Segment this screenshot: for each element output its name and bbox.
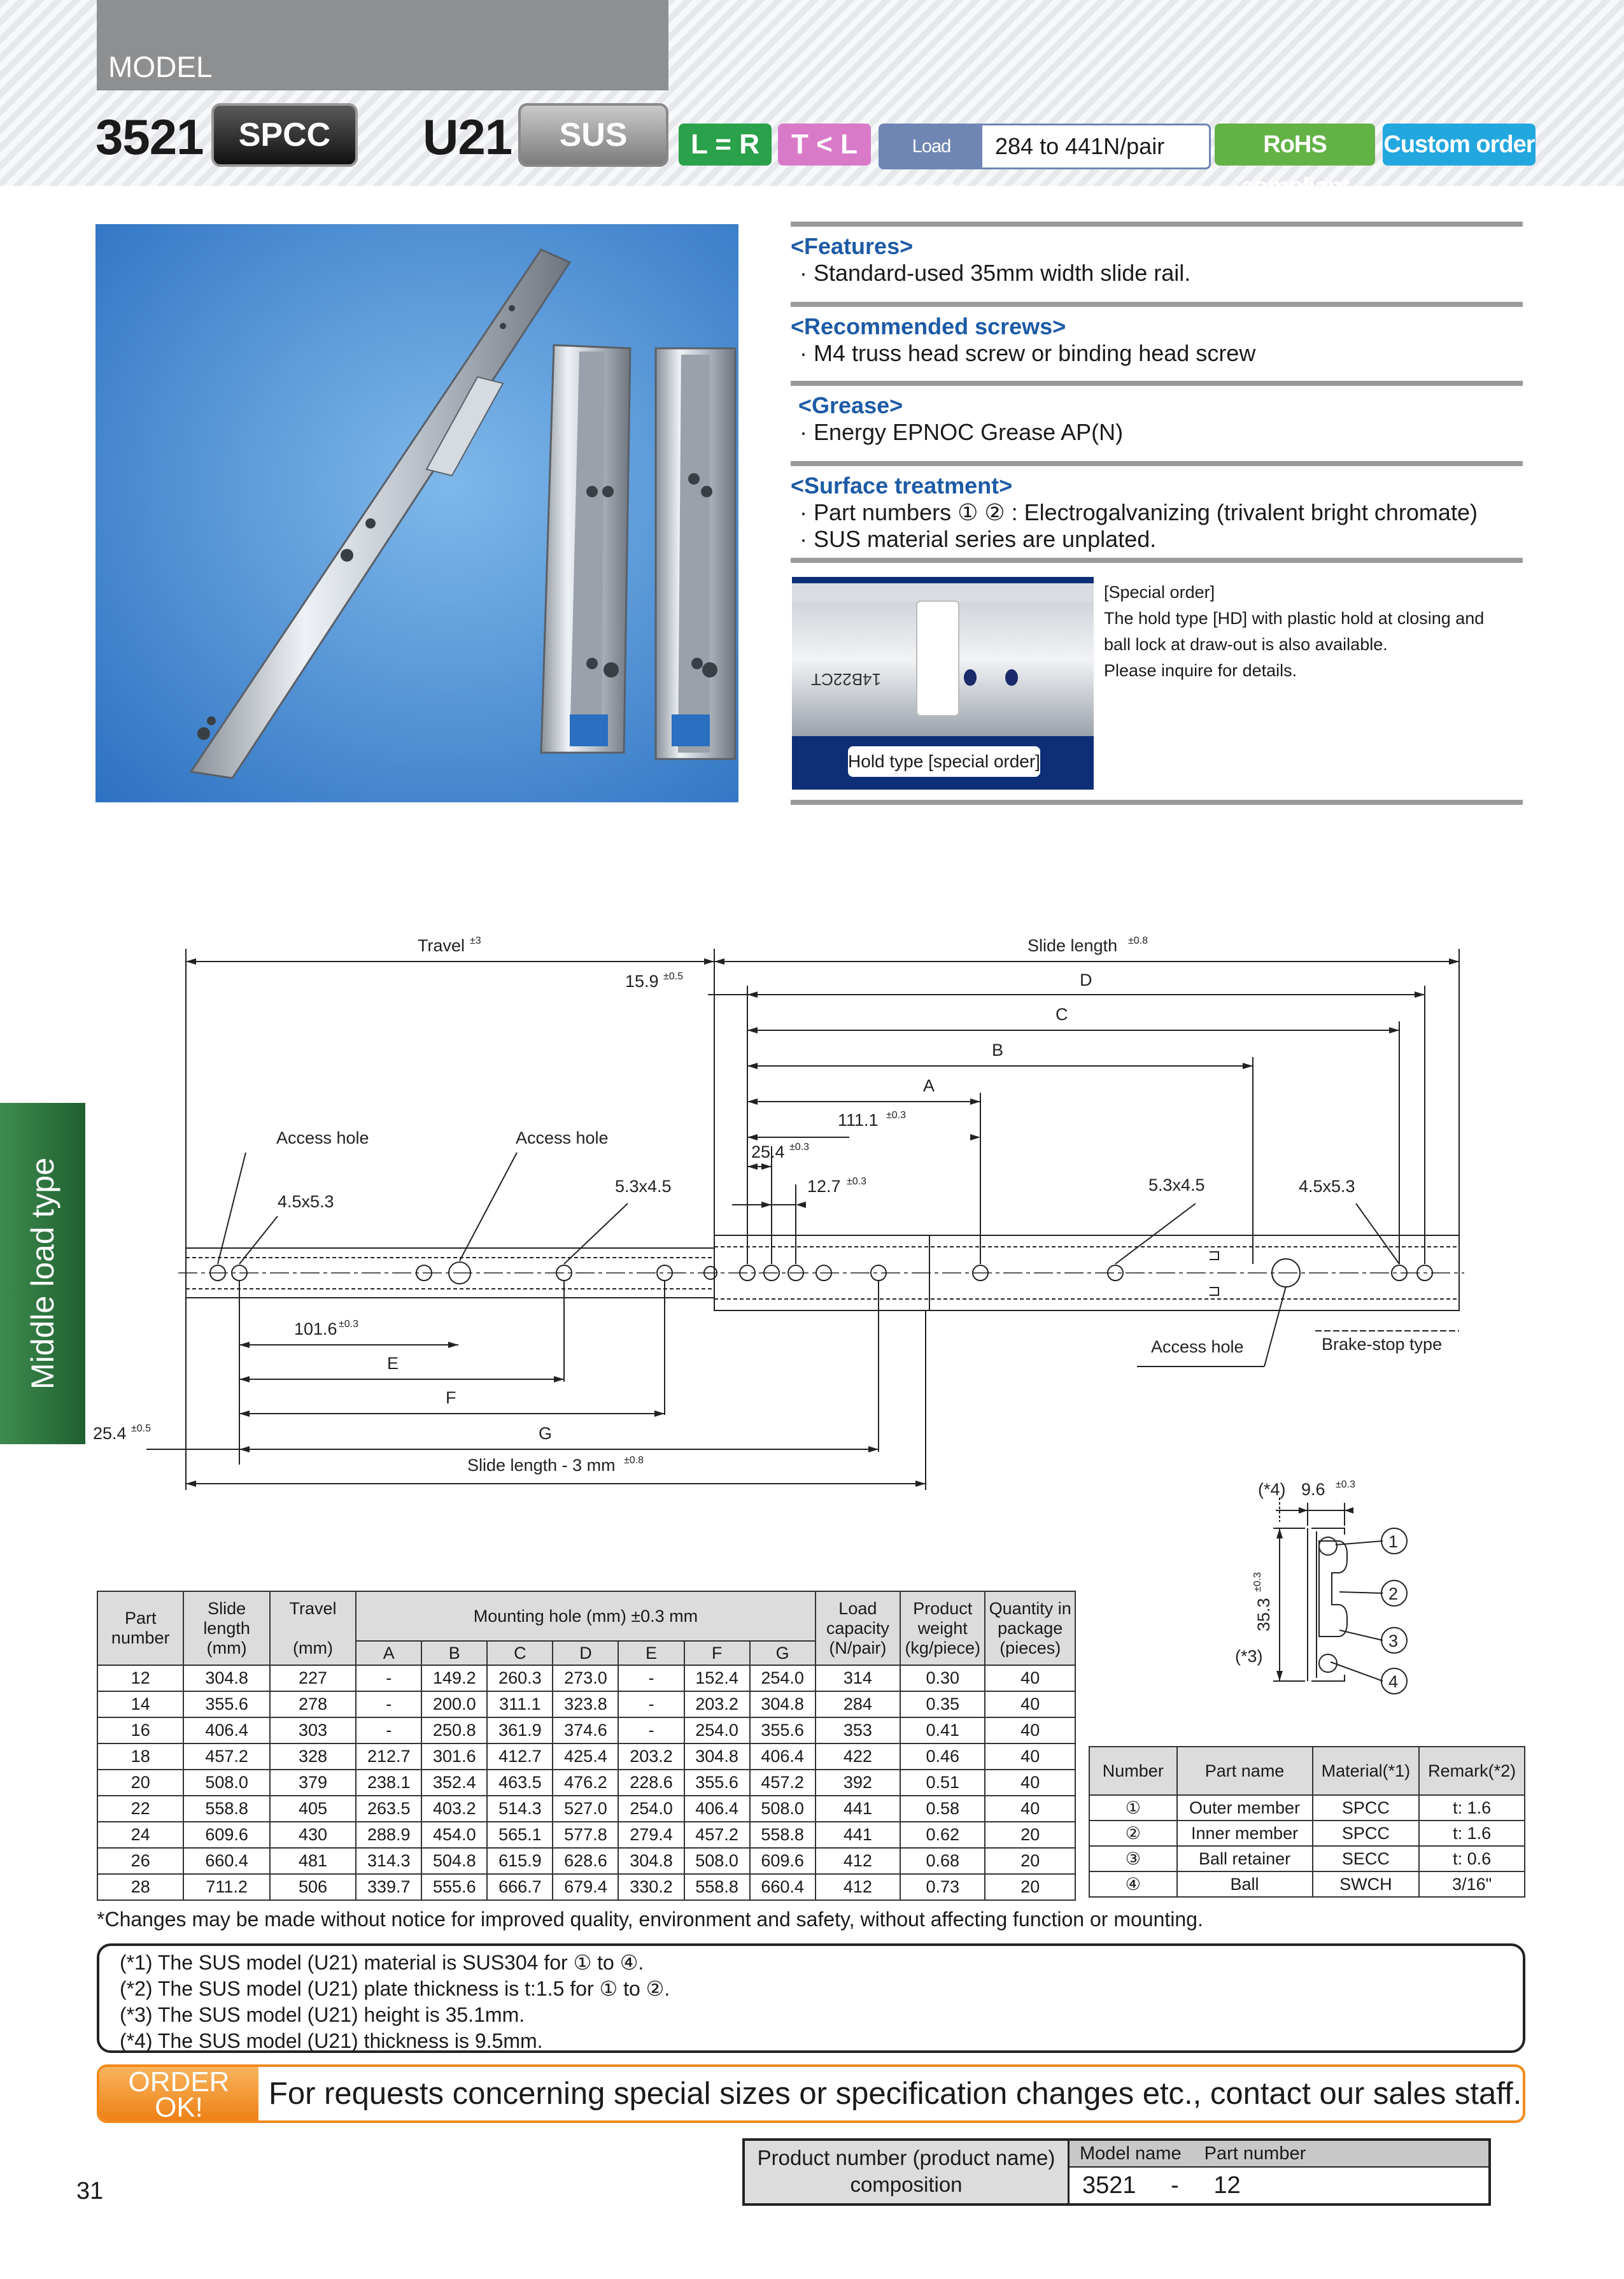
table-cell: 481	[270, 1848, 356, 1874]
table-cell: 20	[985, 1874, 1075, 1900]
section-width-tol: ±0.3	[1336, 1479, 1356, 1490]
tag-l-equals-r: L = R	[679, 124, 772, 166]
table-cell: 311.1	[487, 1691, 553, 1717]
table-cell: 304.8	[750, 1691, 816, 1717]
table-cell: 406.4	[684, 1796, 750, 1822]
table-cell: 278	[270, 1691, 356, 1717]
table-cell: 323.8	[553, 1691, 618, 1717]
table-cell: 0.46	[900, 1743, 985, 1770]
table-cell: 403.2	[421, 1796, 487, 1822]
table-cell: 454.0	[421, 1822, 487, 1848]
table-cell: 40	[985, 1691, 1075, 1717]
table-row	[1089, 1821, 1525, 1846]
dim-A: A	[923, 1076, 935, 1095]
table-cell: 203.2	[684, 1691, 750, 1717]
table-cell: 508.0	[684, 1848, 750, 1874]
hole-5-3x4-5-right: 5.3x4.5	[1148, 1175, 1205, 1195]
dimension-drawing	[0, 911, 1624, 1516]
hole-4-5x5-3-right: 4.5x5.3	[1299, 1177, 1355, 1196]
table-cell: ④	[1089, 1871, 1177, 1897]
table-cell: 238.1	[356, 1770, 421, 1796]
composition-header	[1070, 2141, 1488, 2168]
callout-4: 4	[1388, 1672, 1399, 1691]
header-product-weight: Product weight (kg/piece)	[900, 1591, 985, 1665]
access-hole-label-3: Access hole	[1151, 1337, 1244, 1356]
travel-tolerance: ±3	[470, 935, 481, 946]
screws-text: · M4 truss head screw or binding head screw	[800, 340, 1256, 366]
table-cell: 457.2	[684, 1822, 750, 1848]
dim-F: F	[446, 1388, 456, 1407]
order-bar	[97, 2064, 1525, 2123]
special-order-text	[1104, 579, 1484, 684]
header-col-a: A	[356, 1641, 421, 1665]
table-cell: 20	[985, 1822, 1075, 1848]
dim-D: D	[1080, 970, 1092, 990]
parts-table	[1089, 1746, 1525, 1898]
dim-G: G	[539, 1424, 553, 1443]
header-col-g: G	[750, 1641, 816, 1665]
composition-header-part: Part number	[1204, 2143, 1306, 2164]
parts-header-name: Part name	[1177, 1747, 1313, 1795]
special-order-line-1: The hold type [HD] with plastic hold at closing and	[1104, 609, 1485, 628]
table-row	[97, 1848, 1075, 1874]
dim-101-6-tol: ±0.3	[339, 1319, 359, 1330]
table-cell: -	[618, 1717, 684, 1743]
cross-section-drawing	[1210, 1465, 1439, 1707]
table-cell: 0.73	[900, 1874, 985, 1900]
parts-header-remark: Remark(*2)	[1419, 1747, 1525, 1795]
table-cell: 40	[985, 1770, 1075, 1796]
table-cell: 412.7	[487, 1743, 553, 1770]
table-cell: 0.30	[900, 1665, 985, 1691]
dim-111-1-tol: ±0.3	[886, 1110, 907, 1121]
table-cell: 353	[816, 1717, 900, 1743]
custom-order-badge: Custom order	[1383, 124, 1536, 166]
table-cell: 40	[985, 1743, 1075, 1770]
dim-101-6: 101.6	[294, 1319, 337, 1338]
composition-label	[745, 2141, 1070, 2203]
composition-header-model: Model name	[1080, 2143, 1182, 2164]
slide-length-label: Slide length	[1027, 936, 1118, 955]
table-cell: 254.0	[684, 1717, 750, 1743]
table-cell: 273.0	[553, 1665, 618, 1691]
table-cell: 504.8	[421, 1848, 487, 1874]
table-cell: 304.8	[684, 1743, 750, 1770]
note-2: (*2) The SUS model (U21) plate thickness is t:1.5 for ① to ②.	[120, 1977, 670, 2000]
features-section	[791, 222, 1523, 287]
table-cell: t: 1.6	[1419, 1821, 1525, 1846]
table-cell: t: 0.6	[1419, 1846, 1525, 1871]
composition-label-1: Product number (product name)	[757, 2146, 1056, 2169]
table-cell: 254.0	[618, 1796, 684, 1822]
table-cell: 355.6	[183, 1691, 269, 1717]
composition-model: 3521	[1082, 2172, 1136, 2199]
table-cell: 20	[985, 1848, 1075, 1874]
table-cell: 3/16"	[1419, 1871, 1525, 1897]
note-4: (*4) The SUS model (U21) thickness is 9.5mm.	[120, 2029, 543, 2052]
table-cell: 558.8	[183, 1796, 269, 1822]
table-cell: ③	[1089, 1846, 1177, 1871]
slide-minus-tol: ±0.8	[624, 1455, 644, 1466]
surface-text-1: · Part numbers ① ② : Electrogalvanizing (trivalent bright chromate)	[800, 499, 1478, 525]
rohs-badge: RoHS compliant	[1215, 124, 1375, 166]
composition-dash: -	[1171, 2172, 1179, 2199]
table-cell: 527.0	[553, 1796, 618, 1822]
table-cell: 508.0	[183, 1770, 269, 1796]
section-height-note: (*3)	[1235, 1647, 1263, 1666]
sus-notes-box	[97, 1943, 1525, 2053]
spec-table-body	[97, 1665, 1075, 1900]
table-cell: 457.2	[183, 1743, 269, 1770]
dim-25-4-left: 25.4	[93, 1424, 127, 1443]
table-cell: 361.9	[487, 1717, 553, 1743]
table-cell: 628.6	[553, 1848, 618, 1874]
table-cell: 228.6	[618, 1770, 684, 1796]
table-cell: SECC	[1313, 1846, 1420, 1871]
access-hole-label-2: Access hole	[516, 1128, 609, 1147]
table-cell: 422	[816, 1743, 900, 1770]
table-cell: 441	[816, 1822, 900, 1848]
table-cell: 24	[97, 1822, 183, 1848]
product-photo	[95, 224, 738, 802]
table-cell: 14	[97, 1691, 183, 1717]
table-cell: -	[356, 1665, 421, 1691]
load-capacity-box	[879, 124, 1211, 199]
table-cell: 301.6	[421, 1743, 487, 1770]
header-travel: Travel (mm)	[270, 1591, 356, 1665]
order-text: For requests concerning special sizes or specification changes etc., contact our sales staff.	[269, 2077, 1522, 2111]
table-cell: 227	[270, 1665, 356, 1691]
slide-minus-label: Slide length - 3 mm	[467, 1456, 616, 1475]
table-cell: 412	[816, 1848, 900, 1874]
header-part-number: Part number	[97, 1591, 183, 1665]
dim-C: C	[1056, 1005, 1068, 1024]
section-height-tol: ±0.3	[1252, 1572, 1263, 1592]
table-cell: 412	[816, 1874, 900, 1900]
table-cell: 314.3	[356, 1848, 421, 1874]
table-row	[97, 1717, 1075, 1743]
table-cell: 660.4	[750, 1874, 816, 1900]
table-cell: 666.7	[487, 1874, 553, 1900]
dim-12-7: 12.7	[807, 1177, 841, 1196]
table-cell: t: 1.6	[1419, 1795, 1525, 1821]
table-cell: 288.9	[356, 1822, 421, 1848]
table-cell: 506	[270, 1874, 356, 1900]
table-cell: 0.51	[900, 1770, 985, 1796]
tag-t-less-l: T < L	[778, 124, 871, 166]
parts-header-number: Number	[1089, 1747, 1177, 1795]
table-cell: SPCC	[1313, 1795, 1420, 1821]
table-cell: 392	[816, 1770, 900, 1796]
table-row	[1089, 1846, 1525, 1871]
load-capacity-label: Load capacity	[880, 125, 982, 167]
table-cell: 711.2	[183, 1874, 269, 1900]
dim-E: E	[387, 1354, 399, 1373]
table-cell: 405	[270, 1796, 356, 1822]
table-cell: 328	[270, 1743, 356, 1770]
table-cell: 514.3	[487, 1796, 553, 1822]
table-cell: 279.4	[618, 1822, 684, 1848]
table-cell: SPCC	[1313, 1821, 1420, 1846]
table-row	[97, 1665, 1075, 1691]
table-cell: 374.6	[553, 1717, 618, 1743]
surface-heading: <Surface treatment>	[791, 472, 1013, 499]
table-row	[97, 1770, 1075, 1796]
side-tab-label: Middle load type	[25, 1157, 60, 1390]
surface-text-2: · SUS material series are unplated.	[800, 526, 1157, 552]
surface-section	[791, 461, 1523, 553]
order-badge-line-1: ORDER	[128, 2066, 230, 2098]
dim-25-4-left-tol: ±0.5	[131, 1423, 152, 1434]
dim-B: B	[992, 1040, 1004, 1060]
hole-4-5x5-3-left: 4.5x5.3	[278, 1192, 334, 1211]
header-quantity: Quantity in package (pieces)	[985, 1591, 1075, 1665]
travel-label: Travel	[418, 936, 465, 955]
table-cell: 457.2	[750, 1770, 816, 1796]
badge-spcc: SPCC	[211, 103, 358, 167]
header-col-c: C	[487, 1641, 553, 1665]
table-cell: 379	[270, 1770, 356, 1796]
screws-heading: <Recommended screws>	[791, 313, 1066, 339]
table-cell: 304.8	[183, 1665, 269, 1691]
table-cell: 314	[816, 1665, 900, 1691]
table-row	[97, 1743, 1075, 1770]
table-cell: 26	[97, 1848, 183, 1874]
table-cell: 304.8	[618, 1848, 684, 1874]
table-cell: 508.0	[750, 1796, 816, 1822]
table-cell: 40	[985, 1665, 1075, 1691]
table-cell: 406.4	[750, 1743, 816, 1770]
parts-table-body	[1089, 1795, 1525, 1897]
table-row	[97, 1691, 1075, 1717]
model-number-spcc: 3521	[95, 109, 204, 165]
table-cell: 463.5	[487, 1770, 553, 1796]
table-cell: 40	[985, 1796, 1075, 1822]
table-row	[1089, 1871, 1525, 1897]
table-cell: 303	[270, 1717, 356, 1743]
dim-15-9-tol: ±0.5	[663, 971, 684, 982]
features-text: · Standard-used 35mm width slide rail.	[800, 260, 1191, 286]
table-cell: 284	[816, 1691, 900, 1717]
table-cell: 355.6	[684, 1770, 750, 1796]
callout-2: 2	[1388, 1584, 1399, 1603]
table-cell: 152.4	[684, 1665, 750, 1691]
badge-sus: SUS	[518, 103, 668, 167]
composition-part: 12	[1213, 2172, 1241, 2199]
table-cell: -	[356, 1717, 421, 1743]
dim-25-4: 25.4	[751, 1142, 785, 1161]
divider	[791, 558, 1523, 563]
order-ok-badge	[99, 2067, 258, 2123]
table-cell: 355.6	[750, 1717, 816, 1743]
slide-length-tolerance: ±0.8	[1128, 935, 1148, 946]
table-cell: 0.62	[900, 1822, 985, 1848]
table-cell: 476.2	[553, 1770, 618, 1796]
hole-5-3x4-5-left: 5.3x4.5	[615, 1177, 672, 1196]
table-cell: 200.0	[421, 1691, 487, 1717]
table-cell: 609.6	[750, 1848, 816, 1874]
table-cell: 679.4	[553, 1874, 618, 1900]
rail-marking: 14B22CT	[811, 670, 881, 689]
table-cell: Outer member	[1177, 1795, 1313, 1821]
table-cell: 203.2	[618, 1743, 684, 1770]
section-width-note: (*4)	[1258, 1480, 1286, 1499]
divider	[791, 800, 1523, 805]
dim-12-7-tol: ±0.3	[847, 1176, 867, 1187]
table-cell: 339.7	[356, 1874, 421, 1900]
table-cell: Ball	[1177, 1871, 1313, 1897]
callout-3: 3	[1388, 1631, 1399, 1651]
table-cell: -	[618, 1691, 684, 1717]
table-row	[1089, 1795, 1525, 1821]
brake-stop-label: Brake-stop type	[1322, 1335, 1443, 1354]
table-row	[97, 1874, 1075, 1900]
section-height: 35.3	[1254, 1598, 1273, 1631]
table-cell: Ball retainer	[1177, 1846, 1313, 1871]
table-cell: 20	[97, 1770, 183, 1796]
grease-heading: <Grease>	[798, 392, 903, 418]
table-cell: 609.6	[183, 1822, 269, 1848]
section-width: 9.6	[1301, 1480, 1325, 1499]
table-cell: 12	[97, 1665, 183, 1691]
table-cell: 260.3	[487, 1665, 553, 1691]
table-cell: 555.6	[421, 1874, 487, 1900]
table-cell: 18	[97, 1743, 183, 1770]
features-heading: <Features>	[791, 233, 914, 259]
table-cell: 16	[97, 1717, 183, 1743]
table-cell: 250.8	[421, 1717, 487, 1743]
load-capacity-value: 284 to 441N/pair	[995, 133, 1165, 159]
header-load-capacity: Load capacity (N/pair)	[816, 1591, 900, 1665]
order-badge-line-2: OK!	[155, 2092, 203, 2123]
table-cell: 558.8	[750, 1822, 816, 1848]
dim-15-9: 15.9	[625, 972, 659, 991]
table-cell: 615.9	[487, 1848, 553, 1874]
table-cell: 28	[97, 1874, 183, 1900]
table-cell: 0.41	[900, 1717, 985, 1743]
table-cell: 212.7	[356, 1743, 421, 1770]
header-col-f: F	[684, 1641, 750, 1665]
grease-section	[791, 381, 1523, 446]
composition-label-2: composition	[850, 2173, 963, 2196]
special-order-line-2: ball lock at draw-out is also available.	[1104, 635, 1388, 654]
grease-text: · Energy EPNOC Grease AP(N)	[800, 419, 1124, 445]
header-slide-length: Slide length (mm)	[183, 1591, 269, 1665]
screws-section	[791, 302, 1523, 367]
model-number-sus: U21	[423, 109, 512, 165]
header-col-b: B	[421, 1641, 487, 1665]
table-cell: 0.35	[900, 1691, 985, 1717]
model-bar	[97, 0, 668, 90]
table-cell: 254.0	[750, 1665, 816, 1691]
table-cell: -	[356, 1691, 421, 1717]
callout-1: 1	[1388, 1532, 1399, 1551]
table-cell: ②	[1089, 1821, 1177, 1846]
table-row	[97, 1822, 1075, 1848]
table-cell: Inner member	[1177, 1821, 1313, 1846]
table-row	[97, 1796, 1075, 1822]
parts-header-material: Material(*1)	[1313, 1747, 1420, 1795]
table-cell: 430	[270, 1822, 356, 1848]
table-cell: 441	[816, 1796, 900, 1822]
model-label: MODEL	[108, 50, 213, 83]
hold-type-photo	[792, 577, 1094, 790]
table-cell: 330.2	[618, 1874, 684, 1900]
table-cell: 565.1	[487, 1822, 553, 1848]
dim-25-4-tol: ±0.3	[789, 1142, 810, 1153]
note-3: (*3) The SUS model (U21) height is 35.1mm.	[120, 2003, 525, 2026]
table-cell: 149.2	[421, 1665, 487, 1691]
table-cell: 660.4	[183, 1848, 269, 1874]
composition-values	[1082, 2169, 1241, 2202]
header-col-e: E	[618, 1641, 684, 1665]
table-cell: 263.5	[356, 1796, 421, 1822]
table-cell: ①	[1089, 1795, 1177, 1821]
table-cell: 22	[97, 1796, 183, 1822]
composition-box	[742, 2138, 1491, 2206]
table-cell: 558.8	[684, 1874, 750, 1900]
table-cell: 40	[985, 1717, 1075, 1743]
changes-note: *Changes may be made without notice for improved quality, environment and safety, without affecting function or mounting.	[97, 1908, 1203, 1931]
spec-table	[97, 1591, 1076, 1901]
table-cell: 0.58	[900, 1796, 985, 1822]
table-cell: 577.8	[553, 1822, 618, 1848]
header-col-d: D	[553, 1641, 618, 1665]
table-cell: 0.68	[900, 1848, 985, 1874]
table-cell: SWCH	[1313, 1871, 1420, 1897]
table-cell: 406.4	[183, 1717, 269, 1743]
header-mounting-hole: Mounting hole (mm) ±0.3 mm	[356, 1591, 815, 1641]
table-cell: -	[618, 1665, 684, 1691]
table-cell: 425.4	[553, 1743, 618, 1770]
hold-type-caption: Hold type [special order]	[848, 746, 1040, 777]
access-hole-label-1: Access hole	[276, 1128, 369, 1147]
special-order-line-3: Please inquire for details.	[1104, 661, 1297, 680]
note-1: (*1) The SUS model (U21) material is SUS304 for ① to ④.	[120, 1951, 644, 1974]
special-order-title: [Special order]	[1104, 583, 1215, 602]
table-cell: 352.4	[421, 1770, 487, 1796]
dim-111-1: 111.1	[838, 1111, 879, 1130]
page-number: 31	[76, 2178, 104, 2204]
